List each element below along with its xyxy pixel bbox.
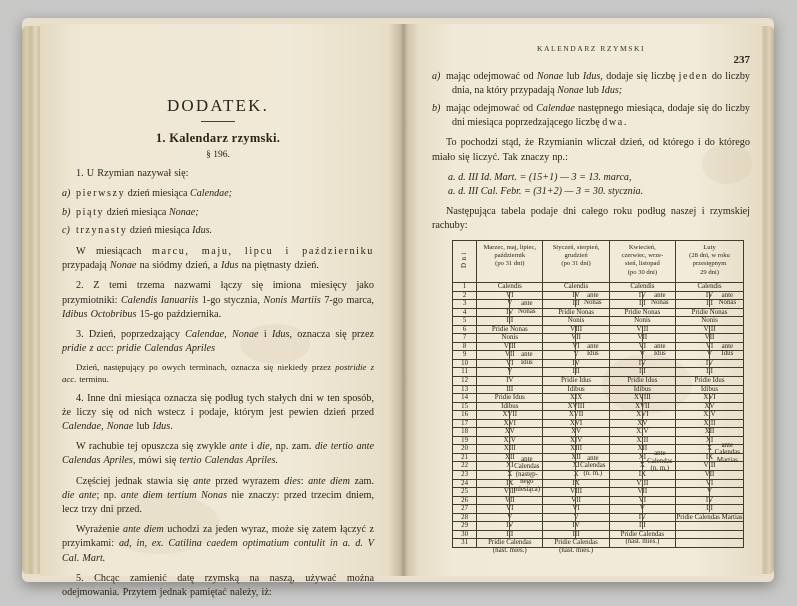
group-brace xyxy=(575,292,576,307)
calendar-cell: Pridie Nonas xyxy=(477,325,543,334)
calendar-cell: VI xyxy=(543,342,609,351)
running-header xyxy=(432,44,750,70)
paragraph-small: Dzień, następujący po owych terminach, oznacza się niekiedy przez postridie z acc. terminu. xyxy=(62,362,374,384)
calendar-cell: X xyxy=(543,471,609,480)
list-marker: a) xyxy=(432,71,441,82)
calendar-cell: XV xyxy=(609,419,675,428)
list-marker: a) xyxy=(62,188,71,200)
calendar-cell: Nonis xyxy=(477,334,543,343)
section-title: 1. Kalendarz rzymski. xyxy=(155,131,281,145)
calendar-cell: VII xyxy=(477,351,543,360)
page-number: 237 xyxy=(733,54,750,66)
calendar-cell: IV xyxy=(676,496,744,505)
group-label: ante Nonas xyxy=(584,291,602,307)
group-brace xyxy=(509,292,510,324)
day-number-cell: 7 xyxy=(453,334,477,343)
column-header-2 xyxy=(543,241,609,283)
list-marker: b) xyxy=(62,206,71,218)
title-rule xyxy=(201,121,235,122)
table-row xyxy=(453,505,744,514)
calendar-cell: VII xyxy=(676,471,744,480)
calendar-cell: VII xyxy=(676,334,744,343)
calendar-cell: IX xyxy=(477,479,543,488)
header-line: Luty xyxy=(703,244,716,251)
calendar-cell: XI xyxy=(543,462,609,471)
list-item: a) pierwszy dzień miesiąca Calendae; xyxy=(62,188,233,200)
calendar-cell: V xyxy=(543,351,609,360)
calendar-cell: XVI xyxy=(543,419,609,428)
calendar-cell: Idibus xyxy=(609,385,675,394)
group-label: ante Calendas (n. m.) xyxy=(647,450,673,473)
day-number-cell: 3 xyxy=(453,300,477,309)
header-line: czerwiec, wrze- xyxy=(621,252,664,260)
group-brace xyxy=(509,411,510,538)
calendar-cell: III xyxy=(609,522,675,531)
day-number-cell: 5 xyxy=(453,317,477,326)
table-body xyxy=(453,283,744,554)
table-row xyxy=(453,428,744,437)
table-row xyxy=(453,283,744,292)
table-row xyxy=(453,385,744,394)
calendar-cell: V xyxy=(477,368,543,377)
calendar-cell: VII xyxy=(477,496,543,505)
calendar-cell: V xyxy=(609,505,675,514)
group-brace xyxy=(642,394,643,529)
calendar-cell: Pridie Idus xyxy=(477,394,543,403)
day-number-cell: 17 xyxy=(453,419,477,428)
calendar-cell: VI xyxy=(676,479,744,488)
calendar-cell: Calendis xyxy=(543,283,609,292)
calendar-cell: XIV xyxy=(676,411,744,420)
calendar-cell: VI xyxy=(477,505,543,514)
calendar-cell: IV xyxy=(543,522,609,531)
right-page-text-column xyxy=(432,44,750,554)
calendar-cell: III xyxy=(543,300,609,309)
calendar-cell: V xyxy=(477,300,543,309)
page-title: DODATEK. xyxy=(166,96,270,115)
table-row xyxy=(453,334,744,343)
calendar-cell: Idibus xyxy=(477,402,543,411)
list-item: c) trzynasty dzień miesiąca Idus. xyxy=(62,225,213,237)
calendar-cell: IX xyxy=(609,471,675,480)
day-number-cell: 27 xyxy=(453,505,477,514)
calendar-cell: III xyxy=(609,300,675,309)
header-line: grudzień xyxy=(564,252,588,260)
calendar-cell: VII xyxy=(609,488,675,497)
calendar-cell: XII xyxy=(609,445,675,454)
paragraph: Wyrażenie ante diem uchodzi za jeden wyraz, może się zatem łączyć z przyimkami: ad, in, ex. Catilina caedem optimatium contulit in a. d. V Cal. Mart. xyxy=(62,524,374,564)
calendar-cell: V xyxy=(676,351,744,360)
calendar-cell: XVII xyxy=(477,411,543,420)
days-label: Dni xyxy=(460,250,469,268)
calendar-cell: XI xyxy=(477,462,543,471)
calendar-cell: X xyxy=(477,471,543,480)
calendar-cell: XII xyxy=(543,453,609,462)
group-brace xyxy=(642,326,643,375)
header-line: (28 dni, w roku xyxy=(689,252,730,260)
column-header-days xyxy=(453,241,477,283)
day-number-cell: 24 xyxy=(453,479,477,488)
calendar-cell: VI xyxy=(676,342,744,351)
group-brace xyxy=(642,292,643,307)
calendar-cell: VIII xyxy=(543,325,609,334)
header-line: Marzec, maj, lipiec, xyxy=(483,244,537,251)
calendar-cell: V xyxy=(543,513,609,522)
calendar-cell xyxy=(676,530,744,539)
calendar-cell: IV xyxy=(609,359,675,368)
day-number-cell: 21 xyxy=(453,453,477,462)
day-number-cell: 15 xyxy=(453,402,477,411)
calendar-cell: Pridie Nonas xyxy=(676,308,744,317)
calendar-cell: V xyxy=(477,513,543,522)
day-number-cell: 10 xyxy=(453,359,477,368)
table-row xyxy=(453,394,744,403)
calendar-cell: XVII xyxy=(609,402,675,411)
table-row xyxy=(453,488,744,497)
calendar-cell: VII xyxy=(543,334,609,343)
table-row xyxy=(453,325,744,334)
day-number-cell: 9 xyxy=(453,351,477,360)
day-number-cell: 13 xyxy=(453,385,477,394)
calendar-cell: III xyxy=(477,530,543,539)
calendar-cell: IX xyxy=(543,479,609,488)
table-row xyxy=(453,377,744,386)
calendar-cell: VIII xyxy=(543,488,609,497)
calendar-cell: XIV xyxy=(477,436,543,445)
group-label: ante Calendas (następ- nego miesiąca) xyxy=(513,455,540,493)
calendar-cell: VI xyxy=(609,496,675,505)
calendar-cell: Nonis xyxy=(676,317,744,326)
column-header-1 xyxy=(477,241,543,283)
calendar-cell: IV xyxy=(477,522,543,531)
group-label: ante Nonas xyxy=(518,300,536,315)
table-row xyxy=(453,522,744,531)
calendar-cell: VI xyxy=(477,359,543,368)
calendar-cell: III xyxy=(477,385,543,394)
calendar-cell: IV xyxy=(477,377,543,386)
day-number-cell: 29 xyxy=(453,522,477,531)
calendar-cell: IV xyxy=(676,359,744,368)
calendar-cell: III xyxy=(543,368,609,377)
paragraph: Następująca tabela podaje dni całego roku podług naszej i rzymskiej rachuby: xyxy=(432,205,750,231)
calendar-cell: III xyxy=(676,505,744,514)
calendar-cell: Idibus xyxy=(543,385,609,394)
calendar-cell: VIII xyxy=(676,325,744,334)
calendar-cell: VIII xyxy=(477,488,543,497)
list-item: b) piąty dzień miesiąca Nonae; xyxy=(62,206,199,218)
group-label: ante Calendas Martias xyxy=(714,441,740,464)
calendar-cell: III xyxy=(676,368,744,377)
latin-term: Nonae; xyxy=(168,206,199,218)
calendar-cell: IV xyxy=(609,291,675,300)
calendar-cell: Pridie Nonas xyxy=(609,308,675,317)
calendar-cell: XV xyxy=(676,402,744,411)
calendar-cell: XVI xyxy=(477,419,543,428)
paragraph: Częściej jednak stawia się ante przed wyrazem dies: ante diem zam. die ante; np. ante diem tertium Nonas nie znaczy: przed trzecim dniem, lecz trzy dni przed. xyxy=(62,475,375,516)
calendar-cell: Pridie Calendas (nast. mies.) xyxy=(609,530,675,539)
day-number-cell: 25 xyxy=(453,488,477,497)
group-label: ante Idus xyxy=(721,342,734,358)
paragraph: 5. Chcąc zamienić datę rzymską na naszą, używać można odejmowania. Przytem jednak pamiętać należy, iż: xyxy=(62,572,374,599)
group-label: ante Idus xyxy=(586,342,599,358)
calendar-cell: XIII xyxy=(477,445,543,454)
day-number-cell: 26 xyxy=(453,496,477,505)
calendar-cell: XIV xyxy=(543,436,609,445)
calendar-cell: V xyxy=(676,488,744,497)
calendar-cell: IV xyxy=(676,291,744,300)
day-number-cell: 1 xyxy=(453,283,477,292)
calendar-cell: XIII xyxy=(543,445,609,454)
intro-line: 1. U Rzymian nazywał się: xyxy=(76,168,189,179)
paragraph: 2. Z temi trzema nazwami łączy się imiona miesięcy jako przymiotniki: Calendis Ianuariis 1-go stycznia, Nonis Martiis 7-go marca, Idibus Octobribus 15-go października. xyxy=(62,280,374,320)
group-label: ante Calendas (n. m.) xyxy=(580,454,606,477)
latin-term: Idus. xyxy=(192,225,213,237)
group-label: ante Idus xyxy=(653,342,666,358)
day-number-cell: 14 xyxy=(453,394,477,403)
header-line: (po 31 dni) xyxy=(561,260,591,268)
calendar-cell: VIII xyxy=(609,325,675,334)
calendar-cell: VII xyxy=(609,334,675,343)
group-brace xyxy=(575,326,576,375)
calendar-cell: XV xyxy=(543,428,609,437)
day-number-cell: 30 xyxy=(453,530,477,539)
calendar-cell: XI xyxy=(609,453,675,462)
calendar-cell: VIII xyxy=(676,462,744,471)
calendar-cell: VIII xyxy=(477,342,543,351)
calendar-cell: IX xyxy=(676,453,744,462)
calendar-cell: Pridie Calendas (nast. mies.) xyxy=(543,539,609,548)
header-line: przestępnym xyxy=(692,260,727,268)
calendar-cell: III xyxy=(543,530,609,539)
table-row xyxy=(453,513,744,522)
calendar-cell: Pridie Calendas Martias xyxy=(676,513,743,521)
list-item: a) mając odejmować od Nonae lub Idus, dodaje się liczbę jeden do liczby dnia, na który przypadają Nonae lub Idus; xyxy=(432,71,750,96)
day-number-cell: 20 xyxy=(453,445,477,454)
header-line: Kwiecień, xyxy=(628,244,656,251)
day-number-cell: 18 xyxy=(453,428,477,437)
calendar-cell: Pridie Calendas (nast. mies.) xyxy=(477,539,543,548)
calendar-cell: VIII xyxy=(609,479,675,488)
calendar-cell: Idibus xyxy=(676,385,744,394)
day-number-cell: 8 xyxy=(453,342,477,351)
left-page-text-column xyxy=(62,96,374,606)
equation-line: a. d. III Cal. Febr. = (31+2) — 3 = 30. stycznia. xyxy=(448,186,644,198)
calendar-cell: III xyxy=(609,368,675,377)
group-brace xyxy=(575,394,576,538)
paragraph: 3. Dzień, poprzedzający Calendae, Nonae i Idus, oznacza się przez pridie z acc: pridie Calendas Apriles xyxy=(62,329,374,355)
calendar-cell: Pridie Nonas xyxy=(543,308,609,317)
table-row xyxy=(453,436,744,445)
day-number-cell: 2 xyxy=(453,291,477,300)
calendar-cell: Nonis xyxy=(543,317,609,326)
list-marker: b) xyxy=(432,103,441,115)
calendar-cell: X xyxy=(609,462,675,471)
paragraph: To pochodzi stąd, że Rzymianin wliczał dzień, od którego i do którego miało się liczyć. Tak znaczy np.: xyxy=(432,137,750,163)
calendar-cell: III xyxy=(676,300,744,309)
group-brace xyxy=(709,394,710,512)
header-line: (po 30 dni) xyxy=(627,268,658,276)
day-number-cell: 11 xyxy=(453,368,477,377)
calendar-cell: IV xyxy=(543,359,609,368)
list-item: b) mając odejmować od Calendae następnego miesiąca, dodaje się do liczby dni miesiąca poprzedzającego liczbę dwa. xyxy=(432,103,750,128)
table-row xyxy=(453,419,744,428)
list-marker: c) xyxy=(62,225,70,237)
table-row xyxy=(453,402,744,411)
calendar-cell: III xyxy=(477,317,543,326)
table-row xyxy=(453,530,744,539)
calendar-cell: Pridie Idus xyxy=(676,377,744,386)
definition-list-abc-right xyxy=(432,70,750,129)
calendar-cell: XIX xyxy=(543,394,609,403)
book-gutter-shadow xyxy=(388,24,418,576)
calendar-cell xyxy=(609,539,675,548)
calendar-cell: V xyxy=(609,351,675,360)
calendar-cell: IV xyxy=(477,308,543,317)
table-row xyxy=(453,411,744,420)
calendar-cell: Pridie Idus xyxy=(543,377,609,386)
day-number-cell: 19 xyxy=(453,436,477,445)
calendar-cell xyxy=(676,522,744,531)
calendar-cell: XV xyxy=(477,428,543,437)
paragraph: 4. Inne dni miesiąca oznacza się podług tych stałych dni w ten sposób, że liczy się od nich wstecz i podaje, którym jest pewien dzień przed Calendae, Nonae lub Idus. xyxy=(62,392,374,432)
day-number-cell: 12 xyxy=(453,377,477,386)
roman-calendar-table xyxy=(452,240,744,554)
calendar-cell: XI xyxy=(676,436,744,445)
header-line: sień, listopad xyxy=(624,260,660,268)
calendar-cell: VI xyxy=(543,505,609,514)
day-number-cell: 16 xyxy=(453,411,477,420)
table-row xyxy=(453,479,744,488)
latin-term: Calendae; xyxy=(190,188,233,200)
calendar-cell: XVI xyxy=(676,394,744,403)
table-row xyxy=(453,359,744,368)
calendar-cell: Nonis xyxy=(609,317,675,326)
header-line: Styczeń, sierpień, xyxy=(552,244,600,251)
calendar-cell: IV xyxy=(609,513,675,522)
calendar-cell: VI xyxy=(609,342,675,351)
calendar-cell: XII xyxy=(477,453,543,462)
calendar-cell: Pridie Idus xyxy=(609,377,675,386)
equation-line: a. d. III Id. Mart. = (15+1) — 3 = 13. marca, xyxy=(448,171,632,183)
definition-list-abc xyxy=(62,187,374,238)
table-head xyxy=(453,241,744,283)
calendar-cell: Calendis xyxy=(676,283,744,292)
day-number-cell: 6 xyxy=(453,325,477,334)
calendar-cell: XVIII xyxy=(543,402,609,411)
calendar-cell: VI xyxy=(477,291,543,300)
column-header-3 xyxy=(609,241,675,283)
header-line: (po 31 dni) xyxy=(495,260,525,268)
table-row xyxy=(453,368,744,377)
calendar-cell: VII xyxy=(543,496,609,505)
day-number-cell: 31 xyxy=(453,539,477,548)
header-line: październik xyxy=(494,252,526,260)
paragraph-number: § 196. xyxy=(206,150,230,160)
calendar-cell: XII xyxy=(676,428,744,437)
group-label: ante Idus xyxy=(520,351,533,366)
header-line: 29 dni) xyxy=(700,268,719,276)
table-header-row xyxy=(453,241,744,283)
calendar-cell: Calendis xyxy=(609,283,675,292)
calendar-cell: XVII xyxy=(543,411,609,420)
running-head-text: KALENDARZ RZYMSKI xyxy=(537,44,645,53)
calendar-cell: X xyxy=(676,445,744,454)
day-number-cell: 28 xyxy=(453,513,477,522)
table-row xyxy=(453,445,744,454)
table-row xyxy=(453,308,744,317)
group-brace xyxy=(709,292,710,307)
calendar-cell: XIII xyxy=(676,419,744,428)
table-row xyxy=(453,539,744,548)
calendar-cell: XIII xyxy=(609,436,675,445)
paragraph: W rachubie tej opuszcza się zwykle ante i die, np. zam. die tertio ante Calendas Apriles, mówi się tertio Calendas Apriles. xyxy=(62,441,374,467)
day-number-cell: 4 xyxy=(453,308,477,317)
group-label: ante Nonas xyxy=(718,291,737,307)
group-brace xyxy=(509,343,510,375)
column-header-4 xyxy=(676,241,744,283)
calendar-cell: Calendis xyxy=(477,283,543,292)
table-row xyxy=(453,317,744,326)
calendar-cell: XIV xyxy=(609,428,675,437)
day-number-cell: 23 xyxy=(453,471,477,480)
group-brace xyxy=(709,326,710,375)
paragraph: W miesiącach marcu, maju, lipcu i październiku przypadają Nonae na siódmy dzień, a Idus na piętnasty dzień. xyxy=(62,245,374,272)
calendar-cell: XVI xyxy=(609,411,675,420)
calendar-cell: XVIII xyxy=(609,394,675,403)
calendar-cell xyxy=(676,539,744,548)
calendar-cell: IV xyxy=(543,291,609,300)
table-row xyxy=(453,496,744,505)
group-label: ante Nonas xyxy=(651,291,669,307)
day-number-cell: 22 xyxy=(453,462,477,471)
